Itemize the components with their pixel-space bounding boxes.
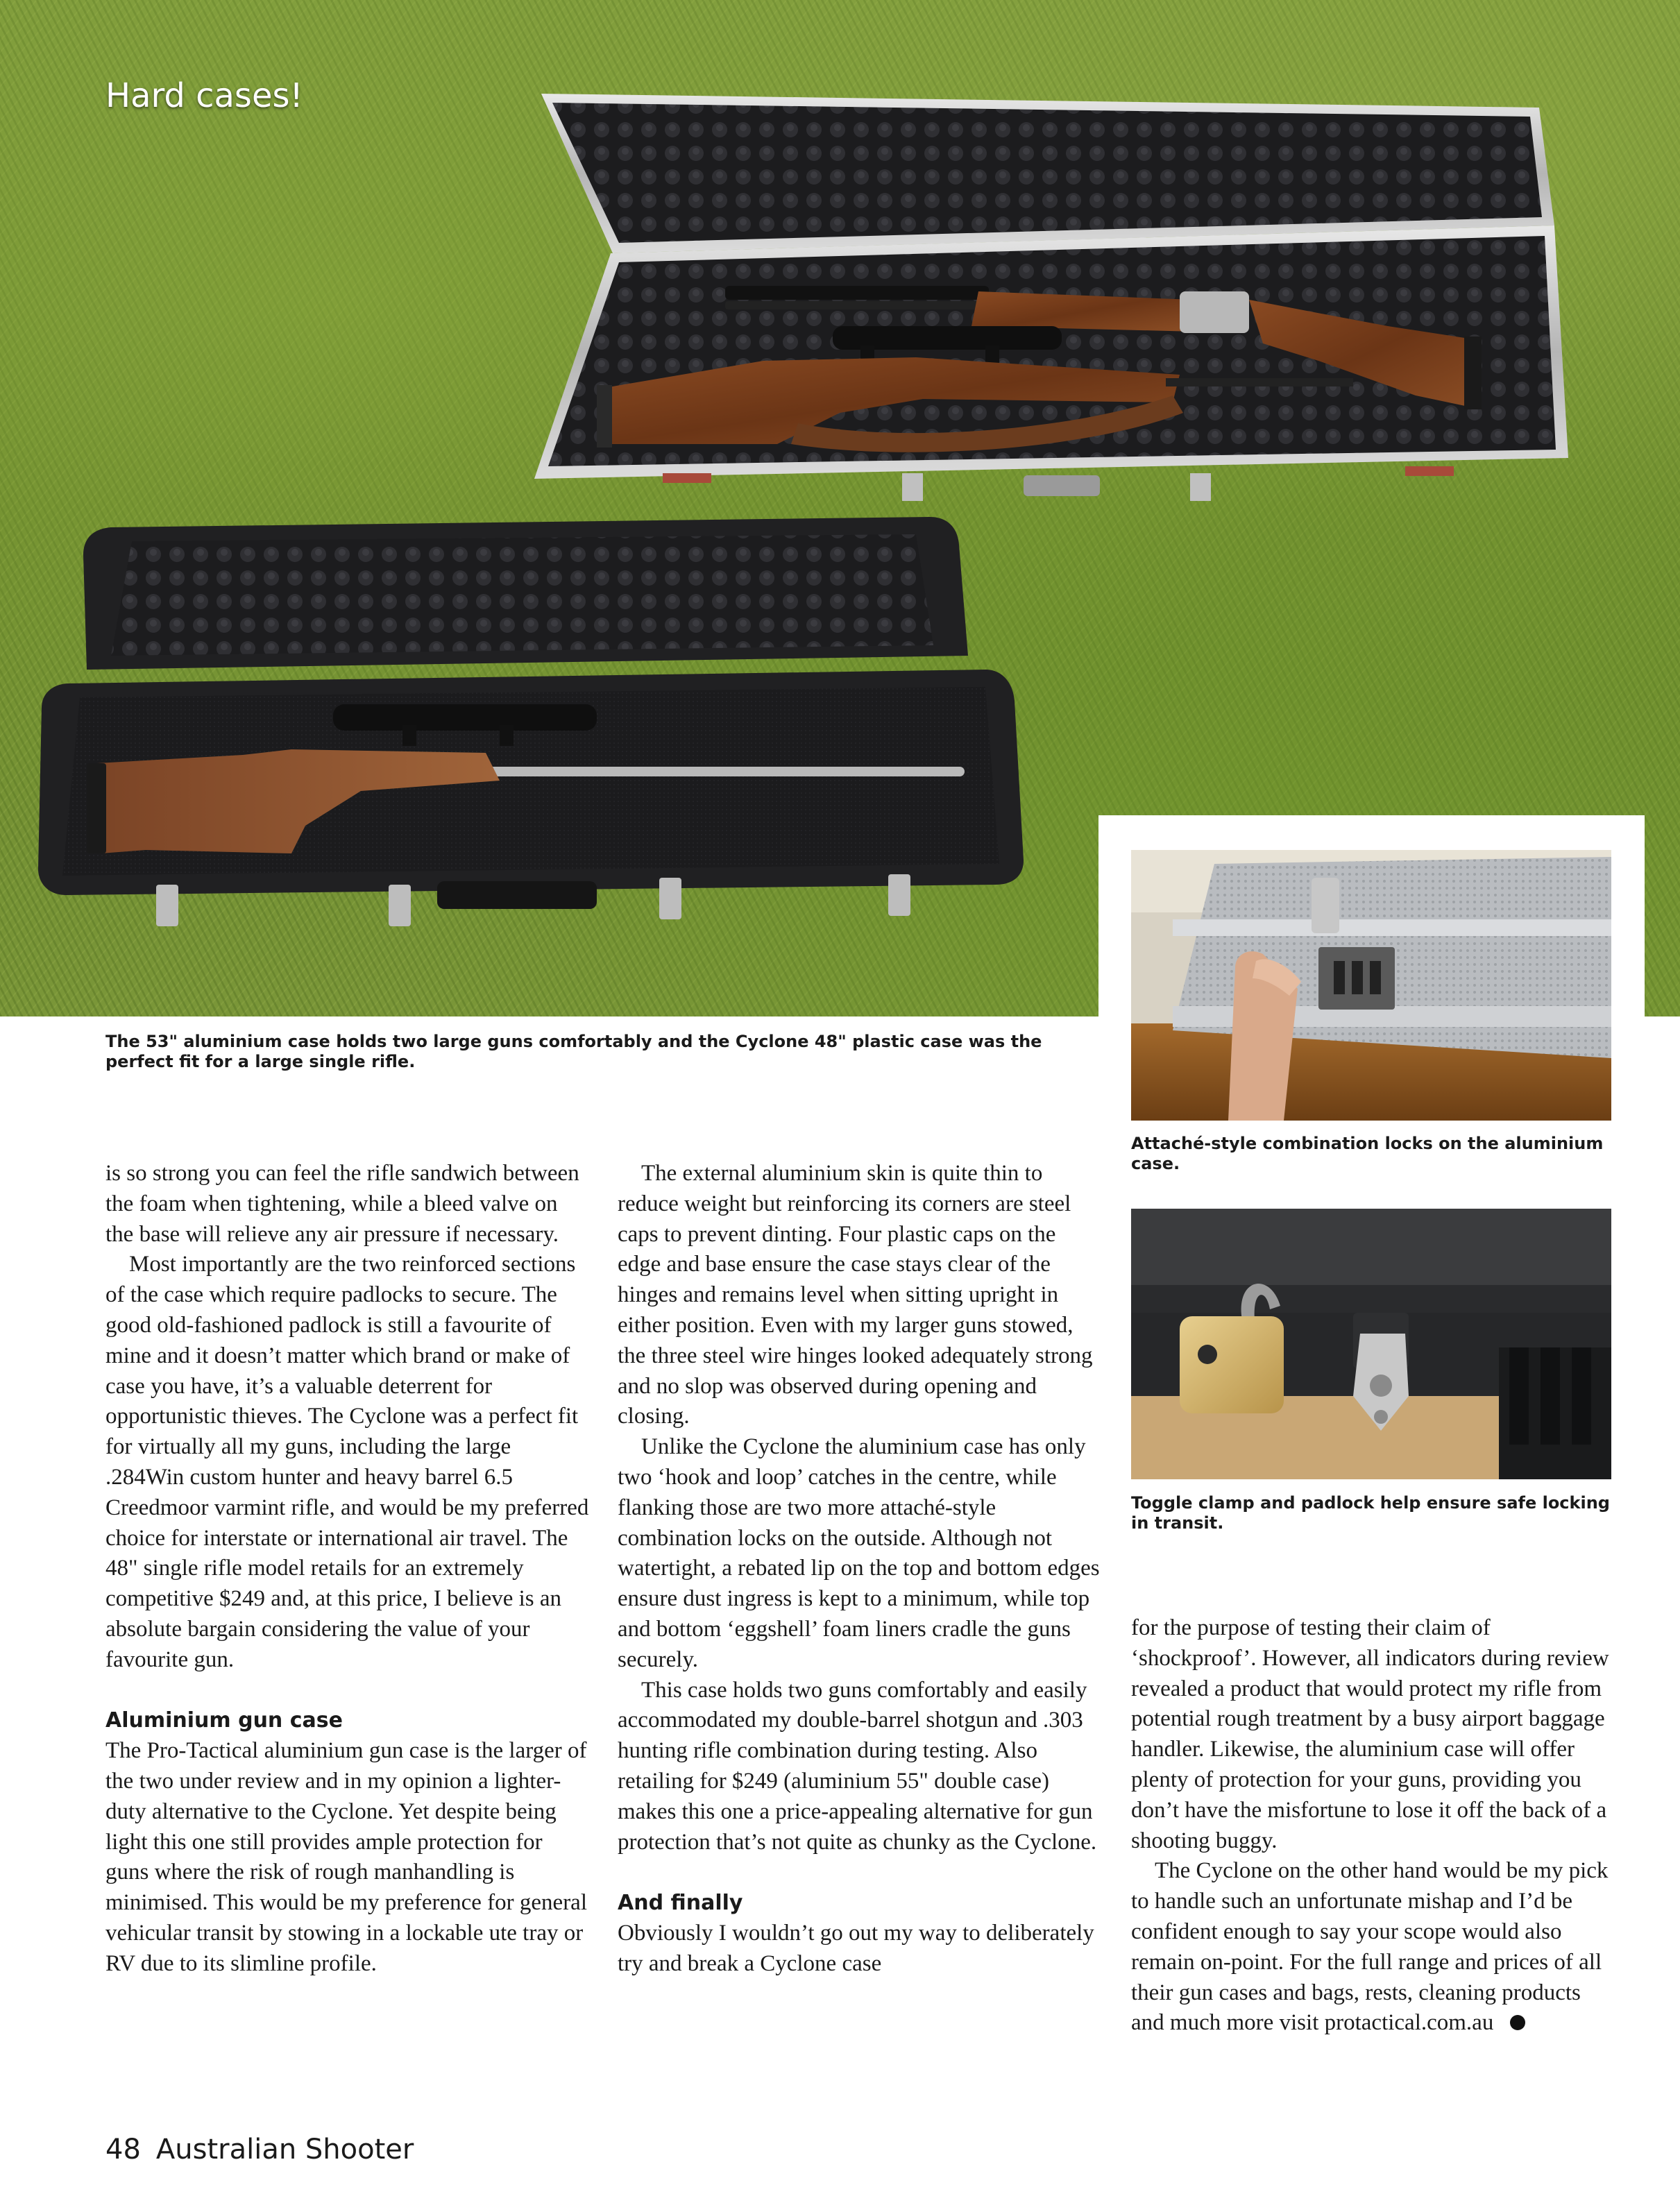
article-column-1 <box>105 1159 591 1980</box>
section-heading: And finally <box>618 1891 743 1916</box>
article-column-2 <box>618 1159 1103 1980</box>
paragraph <box>1131 1856 1617 2039</box>
paragraph: The external aluminium skin is quite thin to reduce weight but reinforcing its corners are steel caps to prevent dinting. Four plastic caps on the edge and base ensure the case stays clear of the hinges and remains level when sitting upright in either position. Even with my larger guns stowed, the three steel wire hinges looked adequately strong and no slop was observed during opening and closing. <box>618 1161 1093 1429</box>
paragraph: The Pro-Tactical aluminium gun case is the larger of the two under review and in my opinion a lighter-duty alternative to the Cyclone. Yet despite being light this one still provides ample protection for guns where the risk of rough manhandling is minimised. This would be my preference for general vehicular transit by stowing in a lockable ute tray or RV due to its slimline profile. <box>105 1738 587 1976</box>
paragraph: This case holds two guns comfortably and easily accommodated my double-barrel shotgun and .303 hunting rifle combination during testing. Also retailing for $249 (aluminium 55" double case) makes this one a price-appealing alternative for gun protection that’s not quite as chunky as the Cyclone. <box>618 1677 1097 1855</box>
caption-main: The 53" aluminium case holds two large guns comfortably and the Cyclone 48" plastic case was the perfect fit for a large single rifle. <box>105 1032 1042 1071</box>
end-mark-icon <box>1510 2015 1525 2030</box>
caption-lock: Attaché-style combination locks on the aluminium case. <box>1131 1134 1604 1173</box>
article-column-3 <box>1131 1613 1617 2039</box>
paragraph-text: The Cyclone on the other hand would be my pick to handle such an unfortunate mishap and I’d be confident enough to say your scope would also remain on-point. For the full range and prices of all their gun cases and bags, rests, cleaning products and much more visit protactical.com.au <box>1131 1858 1609 2036</box>
page-number: 48 <box>105 2134 141 2166</box>
publication-name: Australian Shooter <box>155 2134 414 2166</box>
combination-lock-illustration <box>1131 850 1611 1121</box>
paragraph: Most importantly are the two reinforced sections of the case which require padlocks to secure. The good old-fashioned padlock is still a favourite of mine and it doesn’t matter which brand or make of case you have, it’s a valuable deterrent for opportunistic thieves. The Cyclone was a perfect fit for virtually all my guns, including the large .284Win custom hunter and heavy barrel 6.5 Creedmoor varmint rifle, and would be my preferred choice for interstate or international air travel. The 48" single rifle model retails for an extremely competitive $249 and, at this price, I believe is an absolute bargain considering the value of your favourite gun. <box>105 1252 589 1672</box>
paragraph: Obviously I wouldn’t go out my way to deliberately try and break a Cyclone case <box>618 1920 1094 1976</box>
section-heading: Aluminium gun case <box>105 1708 343 1733</box>
paragraph: for the purpose of testing their claim of ‘shockproof’. However, all indicators during review revealed a product that would protect my rifle from potential rough treatment by a busy airport baggage handler. Likewise, the aluminium case will offer plenty of protection for your guns, providing you don’t have the misfortune to lose it off the back of a shooting buggy. <box>1131 1615 1609 1853</box>
paragraph: is so strong you can feel the rifle sandwich between the foam when tightening, while a bleed valve on the base will relieve any air pressure if necessary. <box>105 1161 579 1247</box>
page-folio <box>105 2134 429 2166</box>
padlock-photo <box>1131 1209 1611 1479</box>
combination-lock-photo <box>1131 850 1611 1121</box>
paragraph: Unlike the Cyclone the aluminium case has only two ‘hook and loop’ catches in the centre, while flanking those are two more attaché-style combination locks on the outside. Although not watertight, a rebated lip on the top and bottom edges ensure dust ingress is kept to a minimum, while top and bottom ‘eggshell’ foam liners cradle the guns securely. <box>618 1434 1100 1672</box>
hero-title: Hard cases! <box>105 76 303 115</box>
padlock-illustration <box>1131 1209 1611 1479</box>
caption-padlock: Toggle clamp and padlock help ensure safe locking in transit. <box>1131 1493 1610 1533</box>
